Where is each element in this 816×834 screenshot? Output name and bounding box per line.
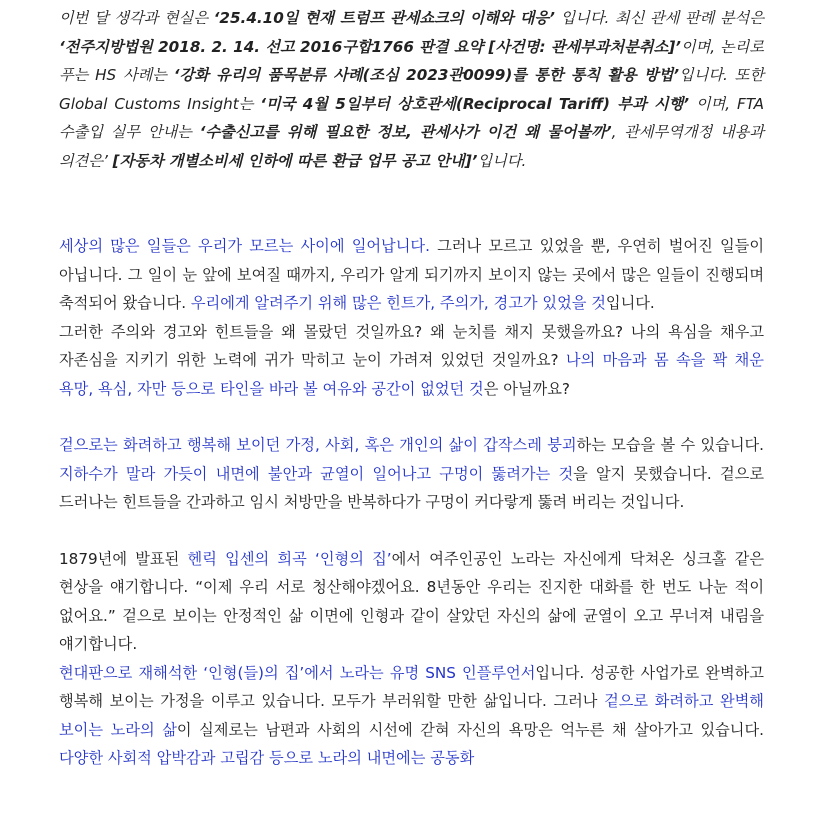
text-run: 이 실제로는 남편과 사회의 시선에 갇혀 자신의 욕망은 억누른 채 살아가고 있습니다. bbox=[176, 720, 764, 739]
body-paragraph-3 bbox=[59, 431, 764, 517]
intro-bold-run: ‘25.4.10일 현재 트럼프 관세쇼크의 이해와 대응’ bbox=[213, 9, 555, 27]
intro-bold-run: ‘강화 유리의 품목분류 사례(조심 2023관0099)를 통한 통칙 활용 방법’ bbox=[173, 66, 680, 84]
intro-text-run: 입니다. bbox=[477, 151, 527, 170]
intro-text-run: , 관세무역개정 내용과 의견은’ bbox=[59, 123, 765, 170]
highlight-text-run: 세상의 많은 일들은 우리가 모르는 사이에 일어납니다. bbox=[59, 237, 430, 255]
highlight-text-run: 다양한 사회적 압박감과 고립감 등으로 노라의 내면에는 공동화 bbox=[59, 749, 475, 767]
highlight-text-run: 겉으로는 화려하고 행복해 보이던 가정, 사회, 혹은 개인의 삶이 갑작스레 붕괴 bbox=[59, 436, 577, 454]
highlight-text-run: 헨릭 입센의 희곡 ‘인형의 집’ bbox=[187, 549, 392, 568]
text-run: 하는 모습을 볼 수 있습니다. bbox=[576, 436, 764, 454]
text-run: 그러한 주의와 경고와 힌트들을 왜 몰랐던 것일까요? 왜 눈치를 채지 못했을까요? 나의 욕심을 채우고 자존심을 지키기 위한 노력에 귀가 막히고 눈이 가려져 있었던 것일까요? bbox=[59, 322, 764, 369]
highlight-text-run: 현대판으로 재해석한 ‘인형(들)의 집’에서 노라는 유명 SNS 인플루언서 bbox=[59, 663, 536, 682]
intro-text-run: 입니다. 또한 Global Customs Insight는 bbox=[59, 66, 764, 113]
intro-text-run: 입니다. 최신 관세 판례 분석은 bbox=[554, 9, 765, 27]
intro-bold-run: ‘미국 4월 5일부터 상호관세(Reciprocal Tariff) 부과 시행’ bbox=[260, 94, 690, 113]
intro-bold-run: [자동차 개별소비세 인하에 따른 환급 업무 공고 안내]’ bbox=[112, 151, 478, 170]
intro-text-run: 이며, 논리로 푸는 HS 사례는 bbox=[59, 37, 764, 84]
body-paragraph-5 bbox=[59, 659, 764, 773]
text-run: 에서 여주인공인 노라는 자신에게 닥쳐온 싱크홀 같은 현상을 얘기합니다. “이제 우리 서로 청산해야겠어요. 8년동안 우리는 진지한 대화를 한 번도 나눈 적이 없어요.” 겉으로 보이는 안정적인 삶 이면에 인형과 같이 살았던 자신의 삶에 균열이 오고 무너져 내림을 얘기합니다. bbox=[59, 549, 764, 653]
highlight-text-run: 나의 마음과 몸 속을 꽉 채운 욕망, 욕심, 자만 등으로 타인을 바라 볼 여유와 공간이 없었던 것 bbox=[59, 351, 764, 398]
body-paragraph-1 bbox=[59, 232, 764, 318]
text-run: 입니다. 성공한 사업가로 완벽하고 행복해 보이는 가정을 이루고 있습니다. 모두가 부러워할 만한 삶입니다. 그러나 bbox=[59, 663, 764, 710]
intro-bold-run: ‘전주지방법원 2018. 2. 14. 선고 2016구합1766 판결 요약 [사건명: 관세부과처분취소]’ bbox=[59, 37, 681, 56]
text-run: 을 알지 못했습니다. 겉으로 드러나는 힌트들을 간과하고 임시 처방만을 반복하다가 구멍이 커다랗게 뚫려 버리는 것입니다. bbox=[59, 464, 764, 511]
highlight-text-run: 우리에게 알려주기 위해 많은 힌트가, 주의가, 경고가 있었을 것 bbox=[190, 294, 606, 312]
text-run: 입니다. bbox=[605, 294, 655, 312]
intro-paragraph bbox=[59, 0, 764, 175]
intro-text-run: 이번 달 생각과 현실은 bbox=[59, 9, 214, 27]
text-run: 1879년에 발표된 bbox=[59, 549, 188, 568]
body-paragraph-2 bbox=[59, 318, 764, 404]
intro-bold-run: ‘수출신고를 위해 필요한 정보, 관세사가 이건 왜 물어볼까’ bbox=[199, 123, 612, 141]
intro-text-run: 이며, FTA 수출입 실무 안내는 bbox=[59, 94, 764, 141]
highlight-text-run: 겉으로 화려하고 완벽해 보이는 노라의 삶 bbox=[59, 692, 764, 739]
highlight-text-run: 지하수가 말라 가듯이 내면에 불안과 균열이 일어나고 구멍이 뚫려가는 것 bbox=[59, 464, 574, 483]
text-run: 은 아닐까요? bbox=[483, 379, 570, 398]
body-paragraph-4 bbox=[59, 545, 764, 659]
text-run: 그러나 모르고 있었을 뿐, 우연히 벌어진 일들이 아닙니다. 그 일이 눈 앞에 보여질 때까지, 우리가 알게 되기까지 보이지 않는 곳에서 많은 일들이 진행되며 축적되어 왔습니다. bbox=[59, 237, 765, 312]
